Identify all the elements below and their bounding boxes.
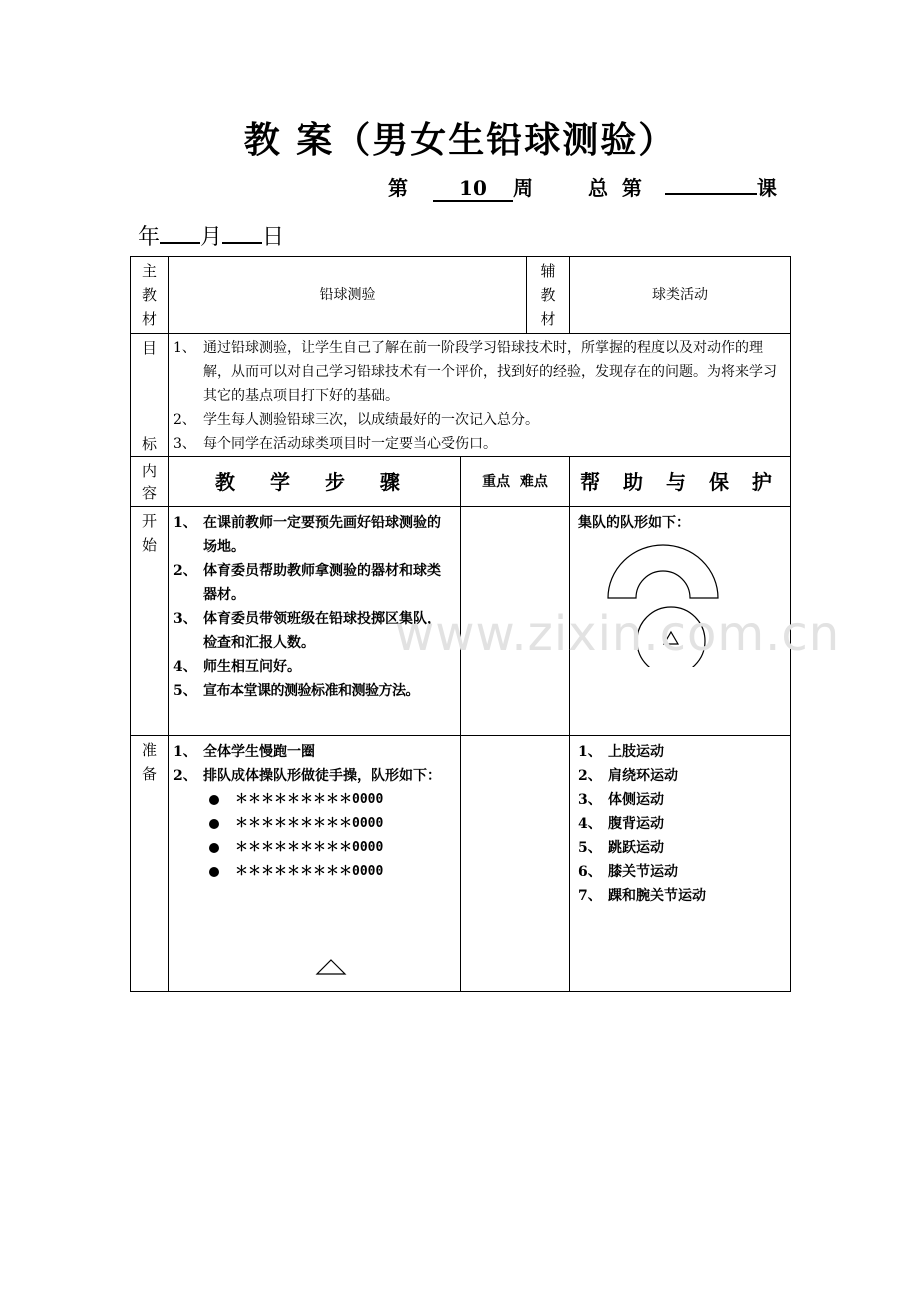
- teacher-dot-icon: [209, 819, 219, 829]
- teacher-dot-icon: [209, 867, 219, 877]
- help-header: 帮 助 与 保 护: [570, 457, 791, 507]
- header-row: [131, 457, 791, 507]
- goal-item: 2、 学生每人测验铅球三次，以成绩最好的一次记入总分。: [173, 412, 539, 428]
- main-material-content: 铅球测验: [169, 257, 527, 334]
- teacher-triangle-icon: [315, 958, 347, 976]
- goal-list: [169, 334, 790, 456]
- arc-formation-shape: [608, 545, 718, 598]
- week-suffix: 周: [512, 176, 533, 200]
- prep-help-list: [570, 736, 790, 908]
- goal-content: [169, 334, 791, 457]
- steps-header: 教 学 步 骤: [169, 457, 461, 507]
- lesson-number-blank: [665, 173, 757, 195]
- exercise-item: 2、 肩绕环运动: [578, 768, 678, 784]
- goal-item: 3、 每个同学在活动球类项目时一定要当心受伤口。: [173, 436, 497, 452]
- exercise-item: 7、 踝和腕关节运动: [578, 888, 706, 904]
- start-label: 开始: [131, 507, 169, 736]
- start-item: 2、 体育委员帮助教师拿测验的器材和球类器材。: [173, 563, 441, 603]
- prep-item: 1、 全体学生慢跑一圈: [173, 744, 315, 760]
- lesson-suffix: 课: [756, 176, 777, 200]
- aux-material-label: 辅教材: [527, 257, 570, 334]
- month-blank: [160, 224, 200, 244]
- aux-material-content: 球类活动: [570, 257, 791, 334]
- prep-focus: [461, 736, 570, 992]
- prep-row: [131, 736, 791, 992]
- formation-row: ＊＊＊＊＊＊＊＊＊0000: [209, 788, 460, 812]
- exercise-item: 5、 跳跃运动: [578, 840, 664, 856]
- start-item: 1、 在课前教师一定要预先画好铅球测验的场地。: [173, 515, 441, 555]
- main-material-row: [131, 257, 791, 334]
- day-label: 日: [262, 225, 285, 250]
- start-item: 3、 体育委员带领班级在铅球投掷区集队，检查和汇报人数。: [173, 611, 441, 651]
- content-label: 内容: [131, 457, 169, 507]
- formation-caption: 集队的队形如下：: [578, 515, 690, 531]
- year-label: 年: [138, 225, 161, 250]
- goal-label-top: 目: [141, 339, 157, 357]
- exercise-item: 4、 腹背运动: [578, 816, 664, 832]
- formation-row: ＊＊＊＊＊＊＊＊＊0000: [209, 812, 460, 836]
- date-line: [138, 220, 284, 251]
- week-line: [388, 172, 777, 202]
- formation-row: ＊＊＊＊＊＊＊＊＊0000: [209, 836, 460, 860]
- prep-help: [570, 736, 791, 992]
- formation-row: ＊＊＊＊＊＊＊＊＊0000: [209, 860, 460, 884]
- goal-row: [131, 334, 791, 457]
- week-prefix: 第: [388, 176, 408, 200]
- main-material-label: 主教材: [131, 257, 169, 334]
- day-blank: [222, 224, 262, 244]
- month-label: 月: [200, 225, 223, 250]
- focus-header: 重点 难点: [461, 457, 570, 507]
- page-title: 教 案（男女生铅球测验）: [243, 119, 677, 161]
- prep-steps: [169, 736, 461, 992]
- start-item: 4、 师生相互问好。: [173, 659, 301, 675]
- goal-item: 1、 通过铅球测验，让学生自己了解在前一阶段学习铅球技术时，所掌握的程度以及对动作的理解，从而可以对自己学习铅球技术有一个评价，找到好的经验，发现存在的问题。为将来学习其它的基点项目打下好的基础。: [173, 340, 777, 404]
- gymnastics-formation: [169, 788, 460, 884]
- start-item: 5、 宣布本堂课的测验标准和测验方法。: [173, 683, 419, 699]
- teacher-dot-icon: [209, 843, 219, 853]
- prep-label: 准备: [131, 736, 169, 992]
- total-prefix: 总 第: [587, 176, 642, 200]
- prep-list: [169, 736, 460, 788]
- goal-label: [131, 334, 169, 457]
- exercise-item: 1、 上肢运动: [578, 744, 664, 760]
- prep-item: 2、 排队成体操队形做徒手操，队形如下：: [173, 768, 441, 784]
- teacher-dot-icon: [209, 795, 219, 805]
- goal-label-bottom: 标: [141, 435, 157, 453]
- exercise-item: 6、 膝关节运动: [578, 864, 678, 880]
- exercise-item: 3、 体侧运动: [578, 792, 664, 808]
- start-list: [169, 507, 460, 703]
- week-number: 10: [433, 176, 513, 202]
- watermark: www.zixin.com.cn: [395, 606, 841, 662]
